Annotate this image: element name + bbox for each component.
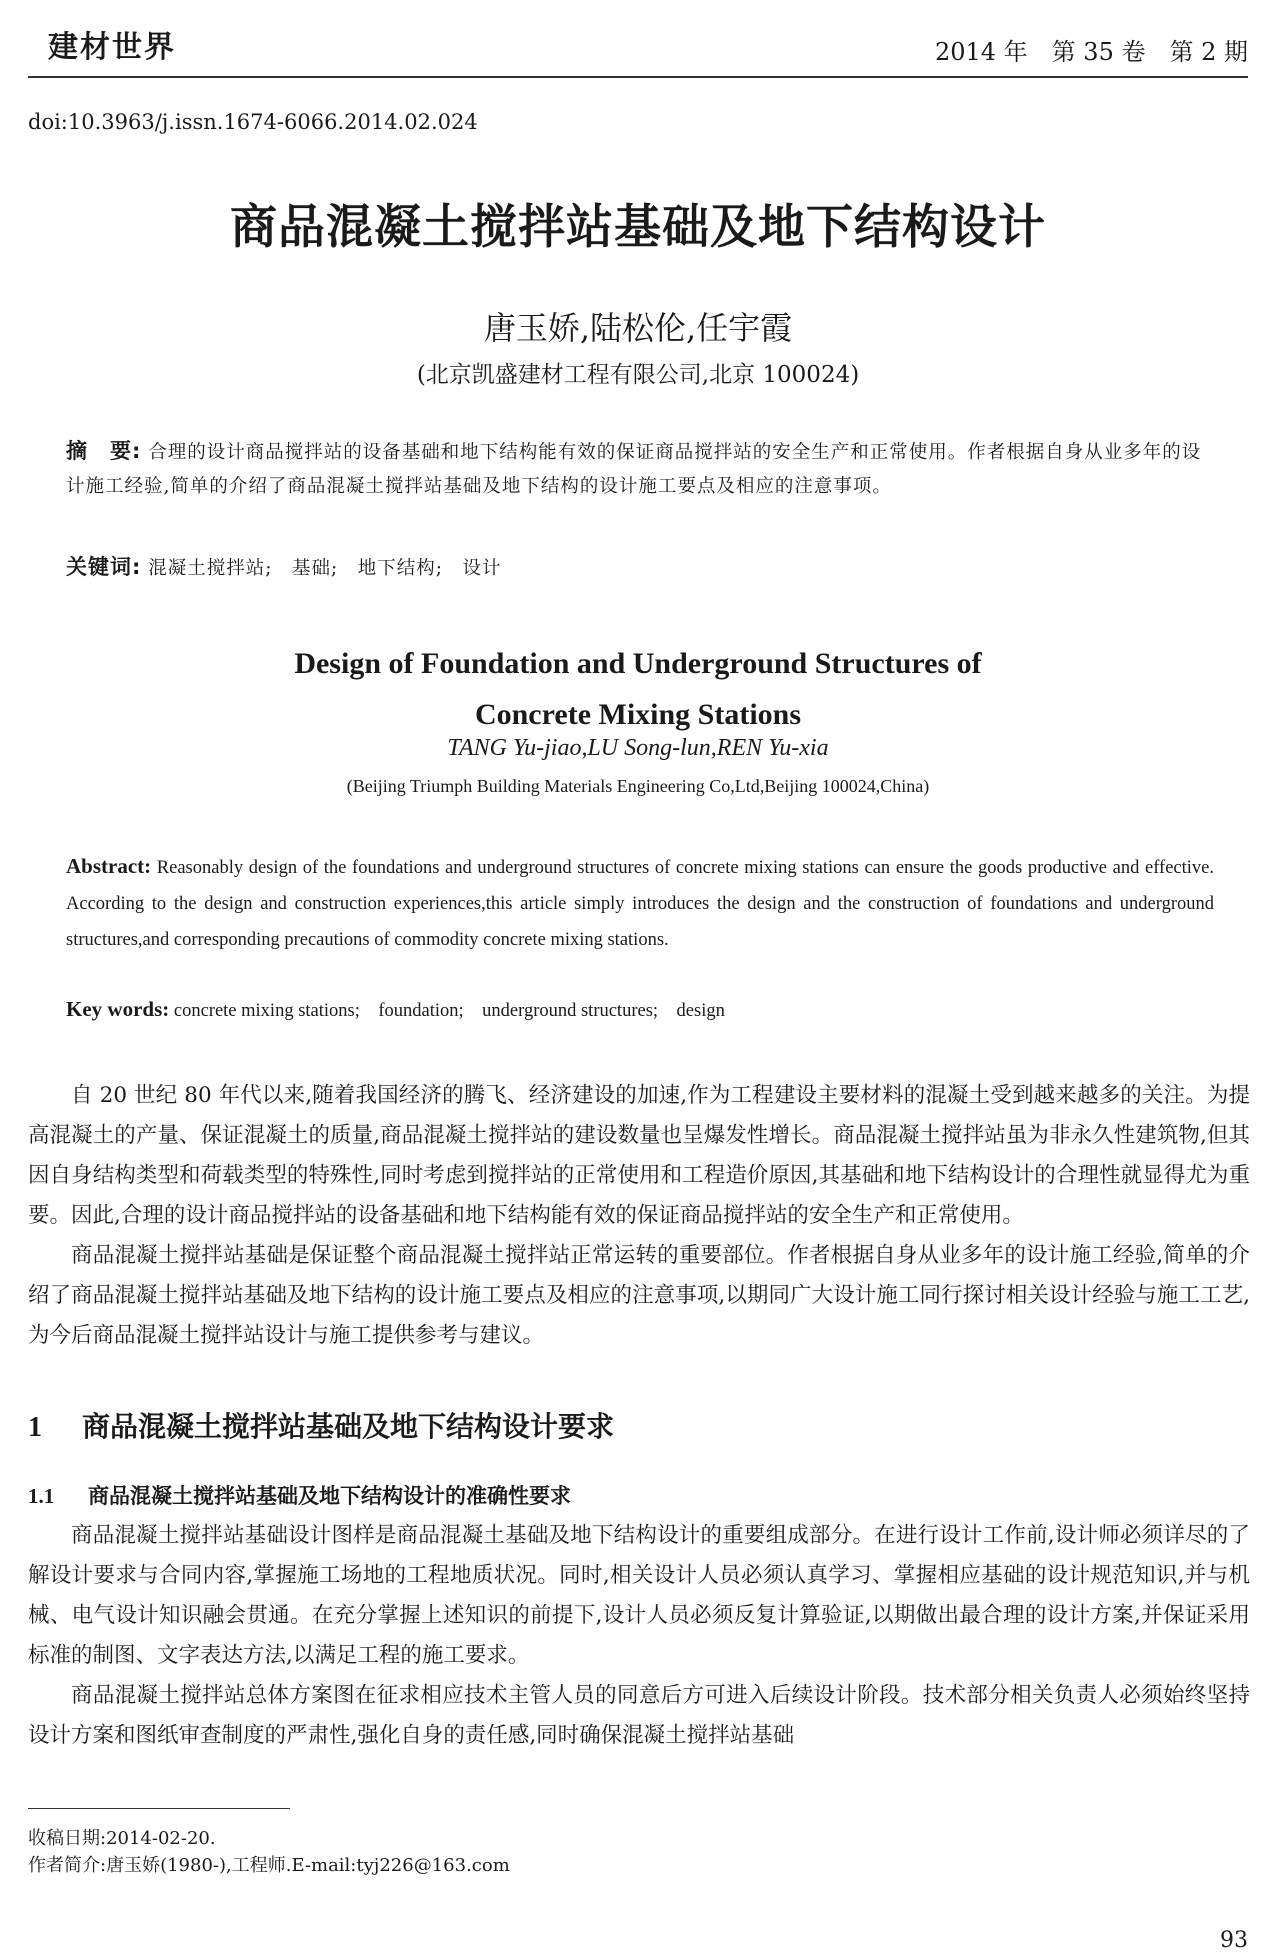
abstract-english [66,848,1214,958]
footnote-rule [28,1808,290,1809]
footnote-received: 收稿日期:2014-02-20. [28,1828,216,1849]
keywords-chinese-label: 关键词: [66,555,142,579]
abstract-chinese [66,434,1214,504]
section-heading-1 [28,1405,614,1445]
doi[interactable]: doi:10.3963/j.issn.1674-6066.2014.02.024 [28,110,478,134]
title-english-line2: Concrete Mixing Stations [474,698,802,731]
abstract-chinese-text: 合理的设计商品搅拌站的设备基础和地下结构能有效的保证商品搅拌站的安全生产和正常使用。作者根据自身从业多年的设计施工经验,简单的介绍了商品混凝土搅拌站基础及地下结构的设计施工要点及相应的注意事项。 [66,442,1202,497]
header-rule [28,76,1248,78]
affiliation-chinese: (北京凯盛建材工程有限公司,北京 100024) [416,362,860,388]
keywords-chinese-text: 混凝土搅拌站; 基础; 地下结构; 设计 [148,558,502,579]
authors-english: TANG Yu-jiao,LU Song-lun,REN Yu-xia [447,735,829,761]
section-number: 1 [28,1412,42,1443]
abstract-english-label: Abstract: [66,854,152,878]
title-english-line1: Design of Foundation and Underground Structures of [294,647,982,680]
title-english [0,638,1276,740]
keywords-english-label: Key words: [66,997,170,1021]
section-1-1-body [28,1516,1250,1756]
journal-name: 建材世界 [48,30,176,65]
intro-paragraph-2: 商品混凝土搅拌站基础是保证整个商品混凝土搅拌站正常运转的重要部位。作者根据自身从业多年的设计施工经验,简单的介绍了商品混凝土搅拌站基础及地下结构的设计施工要点及相应的注意事项,以期同广大设计施工同行探讨相关设计经验与施工工艺,为今后商品混凝土搅拌站设计与施工提供参考与建议。 [28,1243,1250,1348]
issue-info: 2014 年 第 35 卷 第 2 期 [934,38,1248,66]
page-number: 93 [1220,1928,1248,1953]
intro-paragraph-1: 自 20 世纪 80 年代以来,随着我国经济的腾飞、经济建设的加速,作为工程建设主要材料的混凝土受到越来越多的关注。为提高混凝土的产量、保证混凝土的质量,商品混凝土搅拌站的建设数量也呈爆发性增长。商品混凝土搅拌站虽为非永久性建筑物,但其因自身结构类型和荷载类型的特殊性,同时考虑到搅拌站的正常使用和工程造价原因,其基础和地下结构设计的合理性就显得尤为重要。因此,合理的设计商品搅拌站的设备基础和地下结构能有效的保证商品搅拌站的安全生产和正常使用。 [28,1083,1250,1228]
authors-chinese: 唐玉娇,陆松伦,任宇霞 [483,309,793,347]
subsection-title: 商品混凝土搅拌站基础及地下结构设计的准确性要求 [88,1484,571,1508]
keywords-english [66,996,725,1022]
section-1-1-paragraph-2: 商品混凝土搅拌站总体方案图在征求相应技术主管人员的同意后方可进入后续设计阶段。技术部分相关负责人必须始终坚持设计方案和图纸审查制度的严肃性,强化自身的责任感,同时确保混凝土搅拌站基础 [28,1683,1250,1748]
section-1-1-paragraph-1: 商品混凝土搅拌站基础设计图样是商品混凝土基础及地下结构设计的重要组成部分。在进行设计工作前,设计师必须详尽的了解设计要求与合同内容,掌握施工场地的工程地质状况。同时,相关设计人员必须认真学习、掌握相应基础的设计规范知识,并与机械、电气设计知识融会贯通。在充分掌握上述知识的前提下,设计人员必须反复计算验证,以期做出最合理的设计方案,并保证采用标准的制图、文字表达方法,以满足工程的施工要求。 [28,1523,1250,1668]
introduction [28,1076,1250,1356]
title-chinese: 商品混凝土搅拌站基础及地下结构设计 [230,200,1046,255]
subsection-heading-1-1 [28,1480,571,1510]
subsection-number: 1.1 [28,1484,55,1508]
abstract-english-text: Reasonably design of the foundations and underground structures of concrete mixing stations can ensure the goods productive and effective. According to the design and construction experiences,this article simply introduces the design and the construction of foundations and underground structures,and corresponding precautions of commodity concrete mixing stations. [66,858,1214,950]
section-title: 商品混凝土搅拌站基础及地下结构设计要求 [82,1410,615,1443]
keywords-english-text: concrete mixing stations; foundation; underground structures; design [173,1001,725,1021]
footnote-author: 作者简介:唐玉娇(1980-),工程师.E-mail:tyj226@163.com [28,1855,510,1876]
affiliation-english: (Beijing Triumph Building Materials Engineering Co,Ltd,Beijing 100024,China) [346,776,930,796]
abstract-chinese-label: 摘 要: [66,439,142,463]
keywords-chinese [66,551,502,581]
